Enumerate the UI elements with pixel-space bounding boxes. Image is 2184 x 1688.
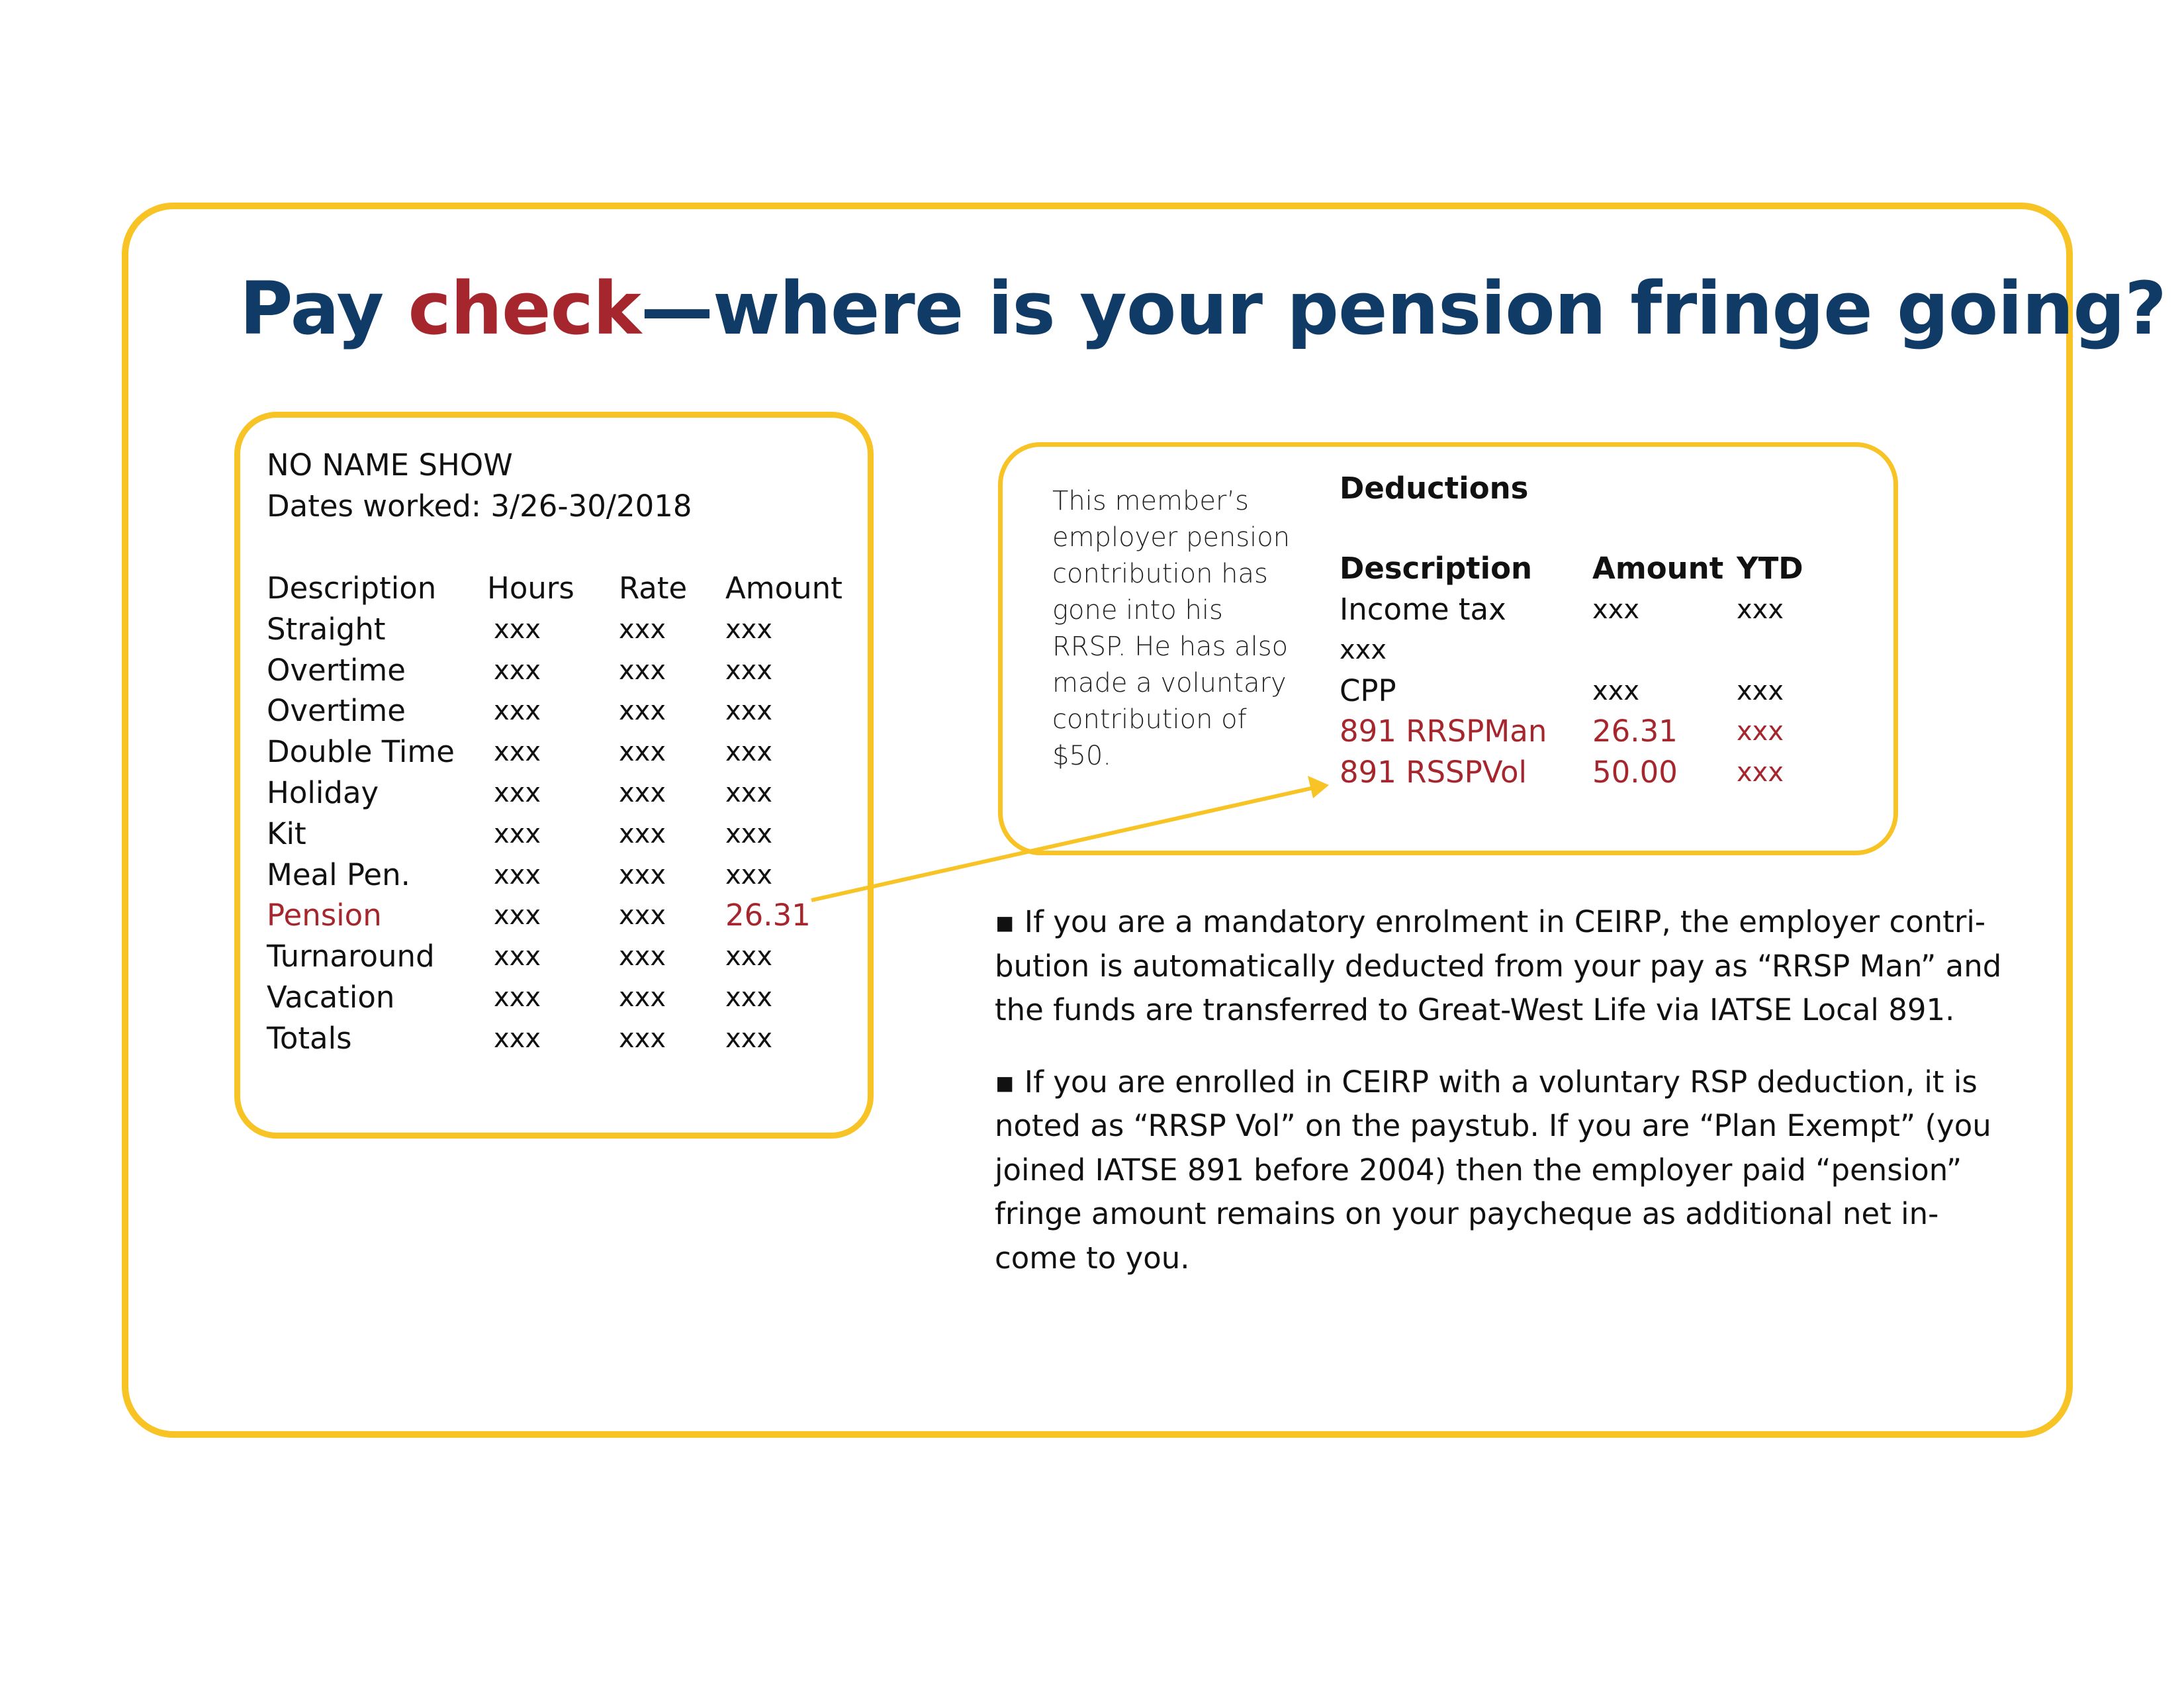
row-amount: xxx: [725, 1023, 773, 1054]
column-header-description: Description: [1340, 551, 1533, 586]
row-description: Overtime: [267, 693, 406, 729]
title-accent: check: [408, 266, 641, 351]
row-ytd: xxx: [1737, 716, 1784, 747]
row-rate: xxx: [619, 655, 666, 686]
row-ytd: xxx: [1737, 757, 1784, 788]
row-description: Pension: [267, 898, 382, 933]
row-rate: xxx: [619, 941, 666, 972]
row-description: Totals: [267, 1020, 352, 1056]
row-hours: xxx: [494, 614, 541, 645]
row-rate: xxx: [619, 737, 666, 768]
row-amount: 26.31: [1592, 714, 1678, 749]
row-hours: xxx: [494, 696, 541, 727]
show-name: NO NAME SHOW: [267, 447, 513, 483]
title-part-1: Pay: [240, 266, 408, 351]
row-description: CPP: [1340, 673, 1396, 708]
row-hours: xxx: [494, 655, 541, 686]
row-amount: xxx: [725, 777, 773, 808]
column-header-amount: Amount: [1592, 551, 1724, 586]
row-ytd: xxx: [1737, 594, 1784, 625]
row-description: Income tax: [1340, 591, 1506, 627]
title-part-2: —where is your pension fringe going?: [641, 266, 2166, 351]
row-amount: xxx: [725, 859, 773, 890]
column-header-rate: Rate: [619, 571, 688, 606]
row-rate: xxx: [619, 900, 666, 931]
row-amount: xxx: [1592, 675, 1640, 706]
row-description: Overtime: [267, 652, 406, 688]
row-description: Meal Pen.: [267, 857, 410, 892]
row-amount: xxx: [725, 737, 773, 768]
column-header-hours: Hours: [487, 571, 574, 606]
row-description: xxx: [1340, 635, 1387, 666]
row-amount: xxx: [725, 696, 773, 727]
row-description: Vacation: [267, 979, 395, 1015]
row-hours: xxx: [494, 982, 541, 1013]
row-amount: xxx: [725, 614, 773, 645]
row-amount: xxx: [725, 941, 773, 972]
row-hours: xxx: [494, 818, 541, 849]
row-rate: xxx: [619, 1023, 666, 1054]
row-rate: xxx: [619, 818, 666, 849]
row-amount: 26.31: [725, 898, 811, 933]
member-note: This member’s employer pension contribution has gone into his RRSP. He has also made a voluntary contribution of $50.: [1052, 486, 1291, 771]
bullet-mandatory-enrolment: ▪ If you are a mandatory enrolment in CEIRP, the employer contri-bution is automatically deducted from your pay as “RRSP Man” and the funds are transferred to Great-West Life via IATSE Local 891.: [995, 904, 2002, 1027]
page-title: [240, 266, 2166, 351]
dates-worked: Dates worked: 3/26-30/2018: [267, 489, 692, 524]
row-hours: xxx: [494, 777, 541, 808]
row-hours: xxx: [494, 1023, 541, 1054]
column-header-ytd: YTD: [1737, 551, 1803, 586]
row-description: Straight: [267, 611, 386, 647]
bullet-voluntary-rsp: ▪ If you are enrolled in CEIRP with a voluntary RSP deduction, it is noted as “RRSP Vol” on the paystub. If you are “Plan Exempt” (you joined IATSE 891 before 2004) then the employer paid “pension” fringe amount remains on your paycheque as additional net in-come to you.: [995, 1064, 1991, 1276]
row-amount: xxx: [725, 655, 773, 686]
row-amount: 50.00: [1592, 754, 1678, 790]
column-header-amount: Amount: [725, 571, 842, 606]
deductions-title: Deductions: [1340, 471, 1529, 506]
row-description: 891 RRSPMan: [1340, 714, 1547, 749]
row-rate: xxx: [619, 614, 666, 645]
paystub-header: [267, 445, 692, 527]
row-amount: xxx: [1592, 594, 1640, 625]
row-hours: xxx: [494, 737, 541, 768]
row-rate: xxx: [619, 696, 666, 727]
row-hours: xxx: [494, 941, 541, 972]
row-rate: xxx: [619, 859, 666, 890]
row-rate: xxx: [619, 982, 666, 1013]
row-ytd: xxx: [1737, 675, 1784, 706]
column-header-description: Description: [267, 571, 437, 606]
row-hours: xxx: [494, 900, 541, 931]
row-amount: xxx: [725, 818, 773, 849]
explanation-bullets: [995, 900, 2014, 1308]
row-description: Kit: [267, 816, 306, 851]
row-rate: xxx: [619, 777, 666, 808]
row-description: Turnaround: [267, 939, 435, 974]
row-description: 891 RSSPVol: [1340, 754, 1527, 790]
row-description: Double Time: [267, 734, 455, 770]
row-hours: xxx: [494, 859, 541, 890]
row-amount: xxx: [725, 982, 773, 1013]
row-description: Holiday: [267, 774, 379, 810]
